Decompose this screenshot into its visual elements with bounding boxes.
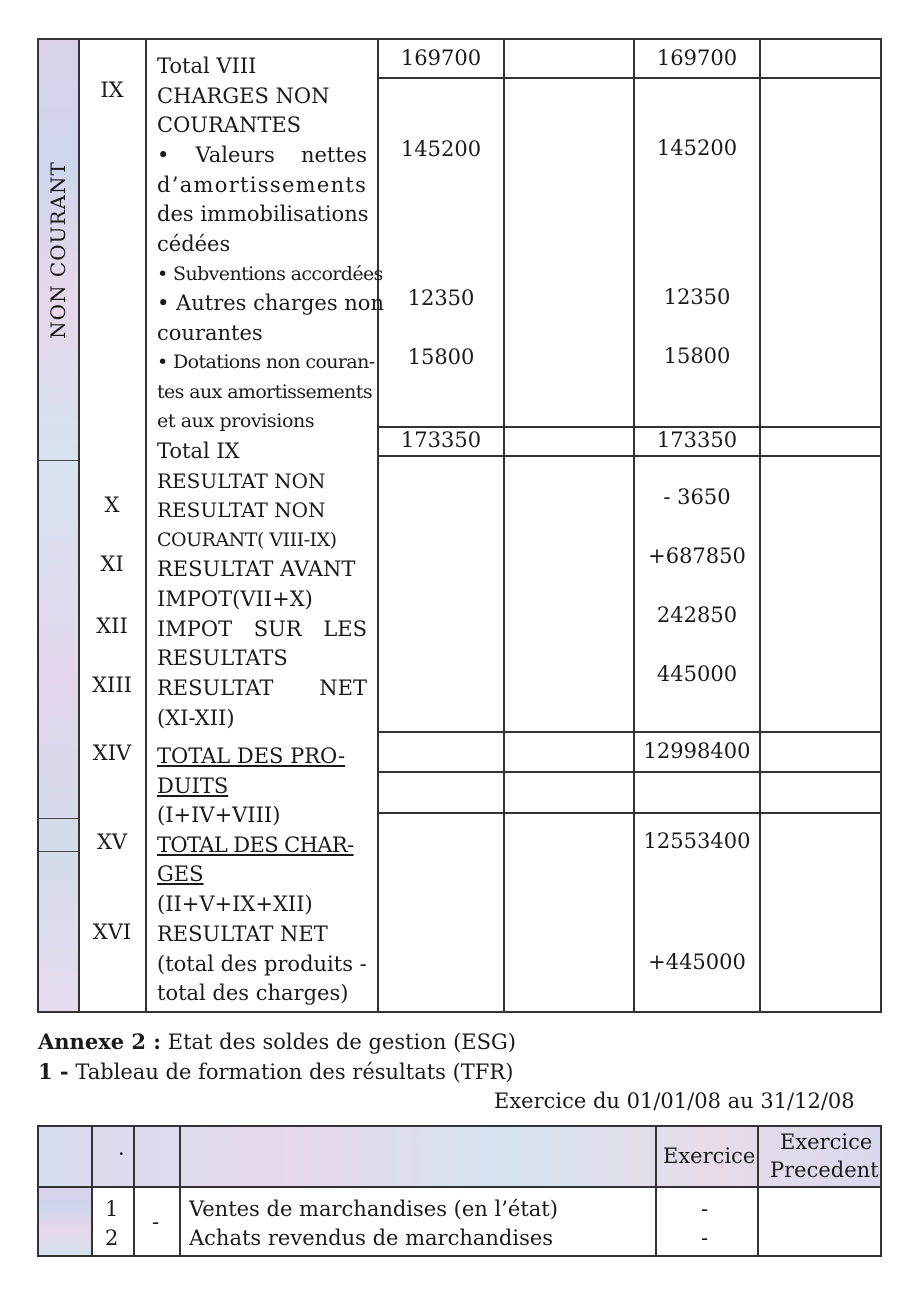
value-res-avant-c3: +687850 — [648, 544, 746, 568]
annexe-subtitle — [38, 1057, 513, 1088]
label-tot-prod-1: TOTAL DES PRO- — [157, 744, 346, 768]
label-total-ix: Total IX — [157, 439, 240, 463]
tfr-header-prec-1: Exercice — [780, 1130, 873, 1154]
word: LES — [323, 617, 367, 641]
tfr-col-line — [179, 1125, 181, 1257]
label-res-net-f-2: (total des produits - — [157, 952, 367, 976]
roman-xv: XV — [96, 830, 128, 854]
value-dotations-c3: 15800 — [663, 344, 731, 368]
value-autres-c1: 12350 — [407, 286, 475, 310]
value-total-ix-c3: 173350 — [656, 428, 738, 452]
tfr-col-line — [133, 1125, 135, 1257]
label-valeurs-1 — [157, 141, 367, 171]
roman-ix: IX — [100, 78, 124, 102]
bullet: • — [157, 143, 170, 167]
label-res-avant-2: IMPOT(VII+X) — [157, 587, 313, 611]
tfr-row-exercice: - — [701, 1226, 709, 1250]
word: IMPOT — [157, 617, 233, 641]
label-tot-ch-3: (II+V+IX+XII) — [157, 892, 313, 916]
word: RESULTAT — [157, 676, 274, 700]
annexe-title-rest: Etat des soldes de gestion (ESG) — [161, 1030, 516, 1054]
label-tot-prod-2: DUITS — [157, 774, 229, 798]
label-res-net-1 — [157, 674, 367, 704]
table-border-label — [377, 38, 379, 1013]
band-separator — [38, 818, 78, 819]
label-tot-ch-2: GES — [157, 862, 204, 886]
label-res-nc-c: COURANT( VIII-IX) — [157, 529, 337, 551]
tfr-header-exercice: Exercice — [663, 1144, 756, 1168]
word: nettes — [300, 143, 367, 167]
value-tot-ch-c3: 12553400 — [643, 829, 751, 853]
label-res-nc-b: RESULTAT NON — [157, 498, 326, 522]
side-label-text: NON COURANT — [46, 161, 70, 339]
side-band-bottom — [38, 460, 78, 1012]
band-separator — [38, 851, 78, 852]
label-charges-nc-2: COURANTES — [157, 113, 302, 137]
word: SUR — [253, 617, 302, 641]
table-border-band — [78, 38, 80, 1013]
roman-xvi: XVI — [92, 920, 132, 944]
roman-xi: XI — [100, 552, 124, 576]
label-res-net-f-1: RESULTAT NET — [157, 922, 328, 946]
label-impot-2: RESULTATS — [157, 646, 288, 670]
roman-x: X — [104, 493, 120, 517]
tfr-row-label: Ventes de marchandises (en l’état) — [189, 1197, 558, 1221]
tfr-col-line — [757, 1125, 759, 1257]
label-valeurs-2: d’amortissements — [157, 173, 368, 197]
annexe-title — [38, 1027, 516, 1058]
label-impot-1 — [157, 615, 367, 645]
table-border-bottom — [37, 1011, 882, 1013]
row-separator — [377, 812, 882, 814]
label-res-net-2: (XI-XII) — [157, 706, 235, 730]
tfr-border-header — [37, 1186, 882, 1188]
value-res-net-f-c3: +445000 — [648, 950, 746, 974]
exercice-period: Exercice du 01/01/08 au 31/12/08 — [494, 1089, 855, 1113]
side-label-non-courant — [38, 130, 78, 370]
tfr-col-line — [655, 1125, 657, 1257]
label-res-nc-a: RESULTAT NON — [157, 469, 326, 493]
table-border-num — [145, 38, 147, 1013]
roman-xiii: XIII — [92, 673, 132, 697]
label-charges-nc-1: CHARGES NON — [157, 84, 330, 108]
table-border-right — [880, 38, 882, 1013]
tfr-col-line — [37, 1125, 39, 1257]
label-autres-1: • Autres charges non — [157, 291, 384, 315]
annexe-subtitle-rest: Tableau de formation des résultats (TFR) — [68, 1060, 514, 1084]
table-border-c3 — [759, 38, 761, 1013]
tfr-row-exercice: - — [701, 1197, 709, 1221]
value-res-net-c3: 445000 — [656, 662, 738, 686]
value-valeurs-c1: 145200 — [400, 137, 482, 161]
label-autres-2: courantes — [157, 321, 263, 345]
value-total-viii-c3: 169700 — [656, 46, 738, 70]
table-border-top — [37, 38, 882, 40]
table-border-c1 — [503, 38, 505, 1013]
label-dotations-3: et aux provisions — [157, 410, 315, 432]
value-dotations-c1: 15800 — [407, 345, 475, 369]
value-res-nc-c3: - 3650 — [663, 485, 731, 509]
row-separator — [377, 771, 882, 773]
label-valeurs-3: des immobilisations — [157, 202, 369, 226]
tfr-side-band — [39, 1188, 91, 1256]
value-valeurs-c3: 145200 — [656, 136, 738, 160]
word: Valeurs — [195, 143, 275, 167]
value-tot-prod-c3: 12998400 — [643, 739, 751, 763]
label-dotations-2: tes aux amortissements — [157, 381, 372, 403]
label-res-net-f-3: total des charges) — [157, 981, 349, 1005]
word: NET — [319, 676, 367, 700]
row-separator — [377, 731, 882, 733]
tfr-minus: - — [152, 1210, 160, 1234]
value-total-ix-c1: 173350 — [400, 428, 482, 452]
tfr-border-bottom — [37, 1255, 882, 1257]
label-dotations-1: • Dotations non couran- — [157, 351, 375, 373]
tfr-row-num: 1 — [105, 1197, 119, 1221]
tfr-header-prec-2: Precedent — [770, 1158, 879, 1182]
label-res-avant-1: RESULTAT AVANT — [157, 557, 356, 581]
tfr-row-num: 2 — [105, 1226, 119, 1250]
tfr-col-line — [880, 1125, 882, 1257]
value-impot-c3: 242850 — [656, 603, 738, 627]
roman-xii: XII — [96, 614, 128, 638]
label-tot-prod-3: (I+IV+VIII) — [157, 803, 281, 827]
band-separator — [38, 460, 78, 461]
tfr-row-label: Achats revendus de marchandises — [189, 1226, 554, 1250]
label-tot-ch-1: TOTAL DES CHAR- — [157, 833, 354, 857]
label-valeurs-4: cédées — [157, 232, 231, 256]
label-total-viii: Total VIII — [157, 54, 257, 78]
tfr-col-line — [91, 1125, 93, 1257]
value-autres-c3: 12350 — [663, 285, 731, 309]
tfr-header-dot: · — [118, 1142, 125, 1166]
row-separator — [377, 455, 882, 457]
annexe-title-bold: Annexe 2 : — [38, 1029, 162, 1054]
value-total-viii-c1: 169700 — [400, 46, 482, 70]
roman-xiv: XIV — [92, 741, 132, 765]
row-separator — [377, 77, 882, 79]
annexe-subtitle-bold: 1 - — [38, 1059, 69, 1084]
tfr-border-top — [37, 1125, 882, 1127]
table-border-c2 — [633, 38, 635, 1013]
label-subventions: • Subventions accordées — [157, 263, 383, 285]
